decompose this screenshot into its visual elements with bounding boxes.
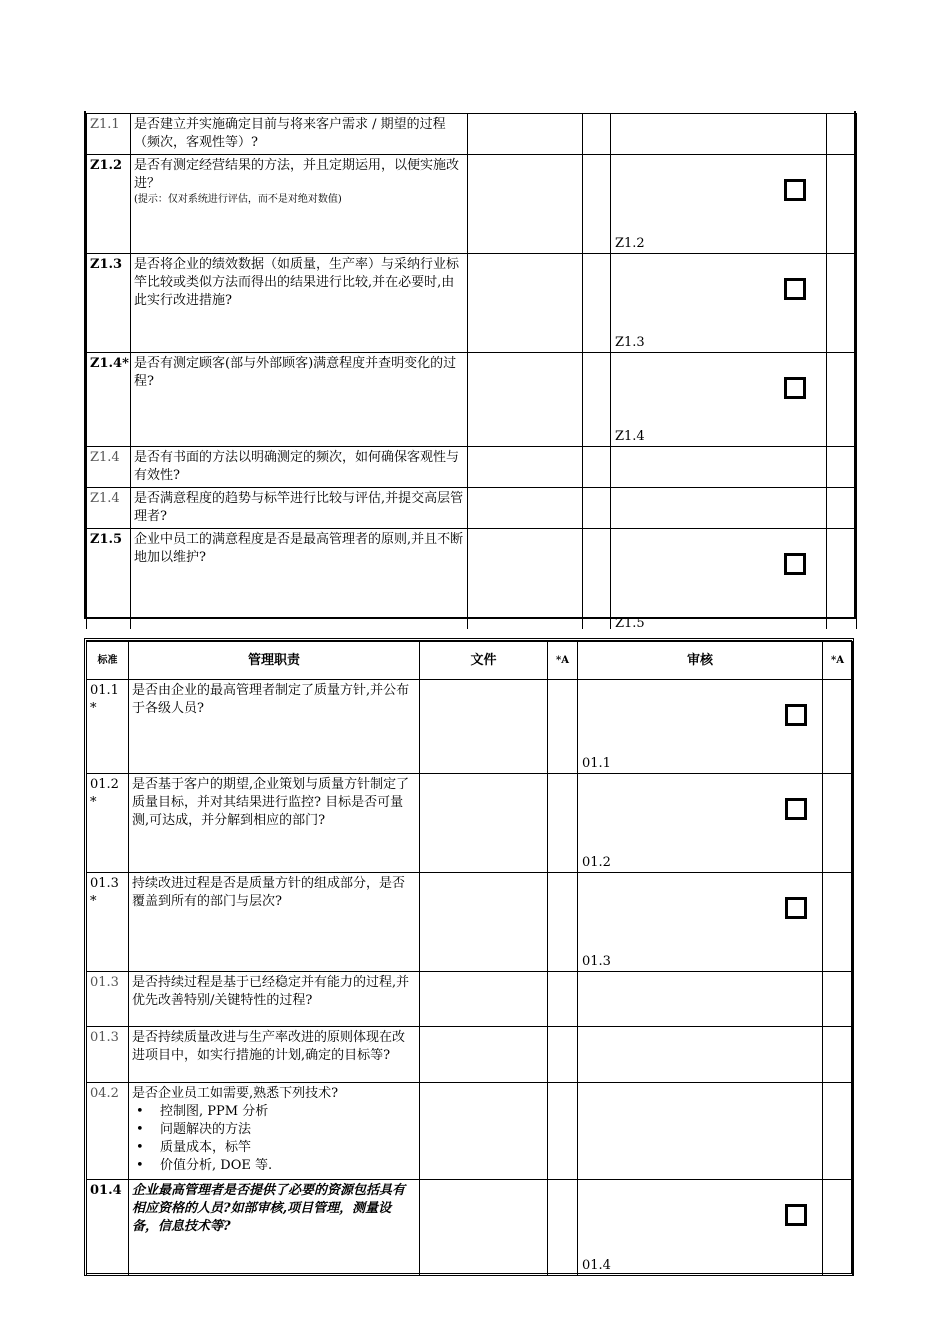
question-text: 是否满意程度的趋势与标竿进行比较与评估,并提交高层管理者?	[131, 488, 468, 529]
document-cell	[468, 529, 583, 629]
audit-cell	[578, 972, 823, 1027]
document-cell	[420, 873, 548, 972]
table-header-row	[87, 642, 853, 680]
audit-table-z1	[86, 113, 857, 629]
audit-cell	[611, 529, 827, 629]
audit-cell	[611, 114, 827, 155]
row-id: 01.2 *	[87, 774, 129, 873]
document-cell	[420, 972, 548, 1027]
checkbox[interactable]	[784, 553, 806, 575]
audit-cell	[611, 254, 827, 353]
question-text: 是否建立并实施确定目前与将来客户需求 / 期望的过程（频次，客观性等）?	[131, 114, 468, 155]
table-row	[87, 353, 857, 447]
document-cell	[468, 155, 583, 254]
table-row	[87, 529, 857, 629]
list-item: • 质量成本，标竿	[132, 1139, 416, 1157]
row-id: Z1.4*	[87, 353, 131, 447]
question-text: 是否持续质量改进与生产率改进的原则体现在改进项目中，如实行措施的计划,确定的目标等?	[129, 1027, 420, 1083]
document-cell	[420, 1027, 548, 1083]
audit-cell	[611, 488, 827, 529]
header-a1: *A	[548, 642, 578, 680]
audit-id: Z1.5	[615, 615, 645, 629]
checkbox[interactable]	[784, 377, 806, 399]
audit-id: Z1.4	[615, 429, 645, 444]
row-id: 01.3 *	[87, 873, 129, 972]
checkbox[interactable]	[785, 798, 807, 820]
checkbox[interactable]	[785, 1204, 807, 1226]
header-audit: 审核	[578, 642, 823, 680]
audit-id: Z1.3	[615, 335, 645, 350]
audit-cell	[578, 1083, 823, 1180]
question-text: 是否有测定经营结果的方法，并且定期运用，以便实施改进？	[134, 158, 460, 191]
header-document: 文件	[420, 642, 548, 680]
document-cell	[468, 447, 583, 488]
question-text: 是否基于客户的期望,企业策划与质量方针制定了质量目标，并对其结果进行监控? 目标是否可量测,可达成，并分解到相应的部门?	[129, 774, 420, 873]
question-text: 是否有测定顾客(部与外部顾客)满意程度并查明变化的过程?	[131, 353, 468, 447]
checkbox[interactable]	[785, 897, 807, 919]
header-standard: 标准	[87, 642, 129, 680]
audit-cell	[578, 1027, 823, 1083]
table-row	[87, 447, 857, 488]
row-id: Z1.2	[87, 155, 131, 254]
question-cell	[131, 155, 468, 254]
table-row	[87, 680, 853, 774]
question-text: 是否有书面的方法以明确测定的频次，如何确保客观性与有效性?	[131, 447, 468, 488]
row-id: Z1.5	[87, 529, 131, 629]
document-cell	[468, 254, 583, 353]
list-item: • 问题解决的方法	[132, 1121, 416, 1139]
table-row	[87, 1083, 853, 1180]
row-id: 01.3	[87, 972, 129, 1027]
audit-id: 01.3	[582, 954, 611, 969]
question-cell	[129, 1083, 420, 1180]
audit-id: 01.4	[582, 1258, 611, 1273]
technique-list	[132, 1103, 416, 1175]
table-row	[87, 1180, 853, 1276]
table-row	[87, 774, 853, 873]
question-text: 是否将企业的绩效数据（如质量，生产率）与采纳行业标竿比较或类似方法而得出的结果进行比较,并在必要时,由此实行改进措施?	[131, 254, 468, 353]
row-id: Z1.4	[87, 447, 131, 488]
row-id: Z1.1	[87, 114, 131, 155]
document-cell	[420, 680, 548, 774]
question-text: 是否由企业的最高管理者制定了质量方针,并公布于各级人员?	[129, 680, 420, 774]
list-item: • 控制图, PPM 分析	[132, 1103, 416, 1121]
list-item: • 价值分析, DOE 等.	[132, 1157, 416, 1175]
table-row	[87, 972, 853, 1027]
audit-id: Z1.2	[615, 236, 645, 251]
header-management: 管理职责	[129, 642, 420, 680]
audit-cell	[611, 155, 827, 254]
checkbox[interactable]	[784, 278, 806, 300]
audit-id: 01.1	[582, 756, 611, 771]
table-row	[87, 155, 857, 254]
question-hint: (提示：仅对系统进行评估，而不是对绝对数值)	[134, 194, 342, 205]
audit-cell	[611, 447, 827, 488]
row-id: 01.1 *	[87, 680, 129, 774]
document-cell	[420, 774, 548, 873]
question-text: 是否持续过程是基于已经稳定并有能力的过程,并优先改善特别/关键特性的过程?	[129, 972, 420, 1027]
document-cell	[420, 1180, 548, 1276]
audit-cell	[578, 873, 823, 972]
question-text: 是否企业员工如需要,熟悉下列技术?	[132, 1086, 339, 1101]
header-a2: *A	[823, 642, 853, 680]
question-text: 企业最高管理者是否提供了必要的资源包括具有相应资格的人员?如部审核,项目管理，测量设备，信息技术等?	[129, 1180, 420, 1276]
checkbox[interactable]	[784, 179, 806, 201]
audit-table-01	[86, 641, 853, 1276]
document-cell	[468, 114, 583, 155]
row-id: 01.4	[87, 1180, 129, 1276]
table-row	[87, 488, 857, 529]
row-id: 04.2	[87, 1083, 129, 1180]
audit-cell	[611, 353, 827, 447]
document-cell	[468, 353, 583, 447]
question-text: 持续改进过程是否是质量方针的组成部分，是否覆盖到所有的部门与层次?	[129, 873, 420, 972]
document-cell	[468, 488, 583, 529]
table-row	[87, 1027, 853, 1083]
row-id: Z1.3	[87, 254, 131, 353]
table-row	[87, 254, 857, 353]
row-id: Z1.4	[87, 488, 131, 529]
table-row	[87, 114, 857, 155]
audit-cell	[578, 680, 823, 774]
question-text: 企业中员工的满意程度是否是最高管理者的原则,并且不断地加以维护?	[131, 529, 468, 629]
audit-cell	[578, 774, 823, 873]
row-id: 01.3	[87, 1027, 129, 1083]
audit-id: 01.2	[582, 855, 611, 870]
audit-cell	[578, 1180, 823, 1276]
table-row	[87, 873, 853, 972]
document-cell	[420, 1083, 548, 1180]
checkbox[interactable]	[785, 704, 807, 726]
